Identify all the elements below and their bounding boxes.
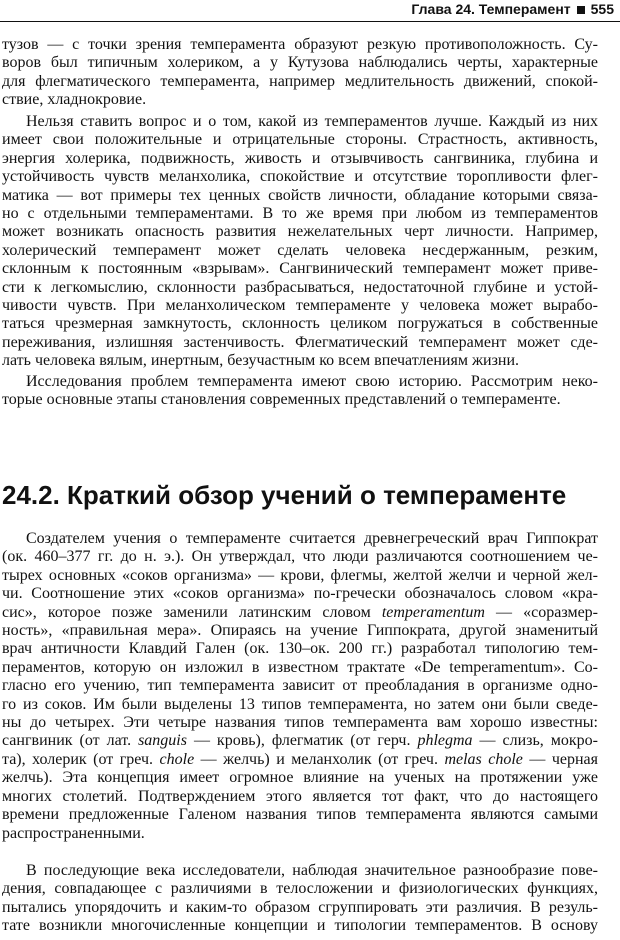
- chapter-title: Глава 24. Темперамент: [411, 1, 571, 17]
- paragraph-temperament-pros-cons: [2, 113, 598, 371]
- section-heading: 24.2. Краткий обзор учений о темпераменте: [2, 480, 567, 510]
- text-line: для флегматического темперамента, например медлительность движений, спокой-: [2, 72, 598, 90]
- text-line: пераментов, которую он изложил в известном трактате «De temperamentum». Со-: [2, 658, 598, 676]
- text-line: го из соков. Им были выделены 13 типов темперамента, но затем они были сведе-: [2, 695, 598, 713]
- text-line: чи. Соотношение этих «соков организма» по-гречески обозначалось словом «кра-: [2, 585, 598, 603]
- text-line: сис», которое позже заменили латинским словом temperamentum — «соразмер-: [2, 603, 598, 621]
- text-line: гласно его учению, тип темперамента зависит от преобладания в организме одно-: [2, 677, 598, 695]
- page-number: 555: [590, 1, 614, 17]
- text-line: В последующие века исследователи, наблюдая значительное разнообразие пове-: [26, 862, 598, 879]
- text-line: многих столетий. Подтверждением этого является тот факт, что до настоящего: [2, 787, 598, 805]
- paragraph: [2, 113, 598, 371]
- paragraph: [2, 373, 598, 410]
- text-line: времени предложенные Галеном названия типов темперамента являются самыми: [2, 806, 598, 824]
- text-line: тате возникли многочисленные концепции и типологии темпераментов. В основу: [2, 917, 598, 935]
- text-line: матика — вот примеры тех ценных свойств личности, обладание которыми связа-: [2, 186, 598, 204]
- text-line: торые основные этапы становления современных представлений о темпераменте.: [2, 391, 561, 409]
- text-line: тырех основных «соков организма» — крови, флегмы, желтой желчи и черной жел-: [2, 566, 598, 584]
- text-line: таться чрезмерная замкнутость, склонность целиком погружаться в собственные: [2, 315, 598, 333]
- text-line: чивости чувств. При меланхолическом темпераменте у человека может вырабо-: [2, 297, 598, 315]
- paragraph-later-centuries: [2, 862, 598, 936]
- text-line: Исследования проблем темперамента имеют свою историю. Рассмотрим неко-: [26, 373, 598, 390]
- text-line: но с отдельными темпераментами. В то же время при любом из темпераментов: [2, 205, 598, 223]
- text-line: (ок. 460–377 гг. до н. э.). Он утверждал, что люди различаются соотношением че-: [2, 548, 598, 566]
- text-line: врач античности Клавдий Гален (ок. 130–ок. 200 гг.) разработал типологию тем-: [2, 640, 598, 658]
- text-line: склонным к постоянным «взрывам». Сангвинический темперамент может приве-: [2, 260, 598, 278]
- text-line: дения, совпадающее с различиями в телосложении и физиологических функциях,: [2, 880, 598, 898]
- text-line: имеет свои положительные и отрицательные стороны. Страстность, активность,: [2, 131, 598, 149]
- text-line: ны до четырех. Эти четыре названия типов темперамента вам хорошо известны:: [2, 714, 598, 732]
- running-head: [0, 0, 620, 22]
- paragraph: [2, 862, 598, 936]
- text-line: ствие, хладнокровие.: [2, 91, 147, 109]
- text-line: сти к легкомыслию, склонности разбрасываться, недостаточной глубине и устой-: [2, 278, 598, 296]
- text-line: пытались упорядочить и каким-то образом сгруппировать эти различия. В резуль-: [2, 898, 598, 916]
- text-line: сангвиник (от лат. sanguis — кровь), флегматик (от герч. phlegma — слизь, мокро-: [2, 732, 598, 750]
- text-line: желчь). Эта концепция имеет огромное влияние на ученых на протяжении уже: [2, 769, 598, 787]
- text-line: может возникать опасность развития нежелательных черт личности. Например,: [2, 223, 598, 241]
- text-line: холерический темперамент может сделать человека несдержанным, резким,: [2, 241, 598, 259]
- text-line: ность», «правильная мера». Опираясь на учение Гиппократа, другой знаменитый: [2, 622, 598, 640]
- text-line: распространенными.: [2, 824, 145, 842]
- text-line: переживания, излишняя застенчивость. Флегматический темперамент может сде-: [2, 333, 598, 351]
- paragraph: [2, 36, 598, 110]
- paragraph-history-intro: [2, 373, 598, 410]
- square-bullet-icon: [577, 6, 585, 14]
- paragraph-continuation: [2, 36, 598, 110]
- paragraph-hippocrates: [2, 530, 598, 843]
- text-line: энергия холерика, подвижность, живость и отзывчивость сангвиника, глубина и: [2, 149, 598, 167]
- text-line: лать человека вялым, инертным, безучастным ко всем впечатлениям жизни.: [2, 352, 520, 370]
- text-line: та), холерик (от греч. chole — желчь) и меланхолик (от греч. melas chole — черная: [2, 750, 599, 768]
- text-line: тузов — с точки зрения темперамента образуют резкую противоположность. Су-: [2, 36, 598, 53]
- paragraph: [2, 530, 598, 843]
- text-line: устойчивость чувств меланхолика, спокойствие и отсутствие торопливости флег-: [2, 168, 598, 186]
- text-line: воров был типичным холериком, а у Кутузова наблюдались черты, характерные: [2, 54, 598, 72]
- text-line: Нельзя ставить вопрос и о том, какой из темпераментов лучше. Каждый из них: [26, 113, 598, 130]
- text-line: Создателем учения о темпераменте считается древнегреческий врач Гиппократ: [26, 530, 598, 547]
